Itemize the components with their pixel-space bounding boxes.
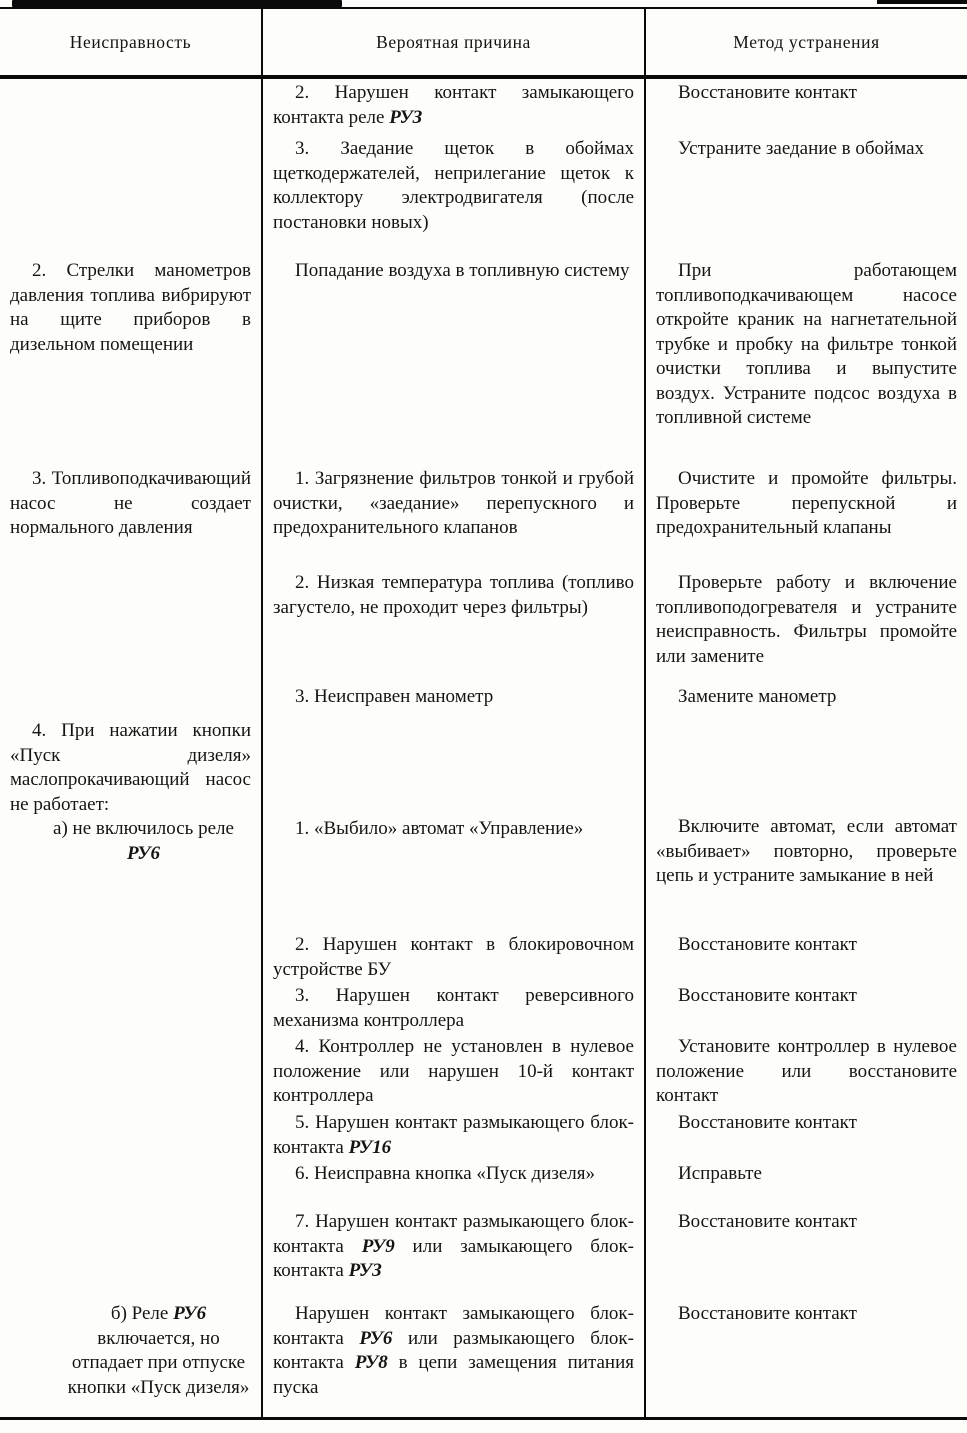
- cause-cell: [263, 1109, 646, 1160]
- table-row: [0, 257, 967, 465]
- scan-artifact-top-left: [12, 0, 342, 7]
- table-row: [0, 1300, 967, 1417]
- fault-cell: [0, 683, 263, 717]
- method-cell: [646, 1300, 967, 1417]
- table-header-row: [0, 9, 967, 79]
- method-text: Очистите и промойте фильтры. Проверьте перепускной и предохранительный клапаны: [656, 468, 957, 538]
- fault-cell: [0, 135, 263, 257]
- method-cell: [646, 1208, 967, 1300]
- fault-cell: [0, 1300, 263, 1417]
- method-cell: [646, 569, 967, 683]
- fault-text: 4. При нажатии кнопки «Пуск дизеля» маслопрокачивающий насос не работает:: [10, 720, 251, 815]
- method-text: Установите контроллер в нулевое положение или восстановите контакт: [656, 1036, 957, 1106]
- cause-text: 1. Загрязнение фильтров тонкой и грубой очистки, «заедание» перепускного и предохранительного клапанов: [273, 468, 634, 538]
- troubleshooting-table: [0, 7, 967, 1420]
- cause-cell: [263, 79, 646, 135]
- table-row: [0, 569, 967, 683]
- cause-text: 2. Нарушен контакт замыкающего контакта реле РУЗ: [273, 82, 634, 128]
- method-cell: [646, 257, 967, 465]
- method-text: Восстановите контакт: [678, 1303, 857, 1324]
- fault-cell: [0, 1160, 263, 1208]
- method-cell: [646, 683, 967, 717]
- fault-cell: [0, 717, 263, 931]
- cause-cell: [263, 257, 646, 465]
- cause-cell: [263, 982, 646, 1033]
- table-row: [0, 982, 967, 1033]
- cause-text: 2. Нарушен контакт в блокировочном устройстве БУ: [273, 934, 634, 980]
- cause-cell: [263, 1160, 646, 1208]
- cause-text: 7. Нарушен контакт размыкающего блок-контакта РУ9 или замыкающего блок-контакта РУЗ: [273, 1211, 635, 1281]
- cause-text: 4. Контроллер не установлен в нулевое положение или нарушен 10-й контакт контроллера: [273, 1036, 634, 1106]
- method-text: Замените манометр: [678, 686, 837, 707]
- cause-text: 6. Неисправна кнопка «Пуск дизеля»: [295, 1163, 596, 1184]
- cause-text: 3. Неисправен манометр: [295, 686, 494, 707]
- cause-cell: [263, 569, 646, 683]
- method-text: Проверьте работу и включение топливоподогревателя и устраните неисправность. Фильтры промойте или замените: [656, 572, 957, 667]
- table-body: [0, 79, 967, 1417]
- method-cell: [646, 931, 967, 982]
- table-row: [0, 79, 967, 135]
- method-cell: [646, 135, 967, 257]
- table-row: [0, 1033, 967, 1109]
- method-text: Восстановите контакт: [678, 1211, 857, 1232]
- table-row: [0, 1208, 967, 1300]
- method-cell: [646, 465, 967, 569]
- table-row: [0, 465, 967, 569]
- cause-cell: [263, 135, 646, 257]
- method-text: Исправьте: [678, 1163, 762, 1184]
- cause-text: 1. «Выбило» автомат «Управление»: [295, 818, 584, 839]
- cause-cell: [263, 1033, 646, 1109]
- cause-cell: [263, 1208, 646, 1300]
- fault-cell: [0, 1109, 263, 1160]
- cause-text: 3. Заедание щеток в обоймах щеткодержателей, неприлегание щеток к коллектору электродвигателя (после постановки новых): [273, 138, 634, 233]
- scan-artifact-top-right: [877, 0, 967, 4]
- fault-subitem-text: а) не включилось реле РУ6: [53, 818, 234, 864]
- cause-text: 5. Нарушен контакт размыкающего блок-контакта РУ16: [273, 1112, 634, 1158]
- fault-text: 3. Топливоподкачивающий насос не создает нормального давления: [10, 468, 251, 538]
- table-row: [0, 1160, 967, 1208]
- cause-cell: [263, 683, 646, 717]
- cause-cell: [263, 465, 646, 569]
- method-text: Восстановите контакт: [678, 985, 857, 1006]
- cause-cell: [263, 1300, 646, 1417]
- table-row: [0, 683, 967, 717]
- method-text: Восстановите контакт: [678, 82, 857, 103]
- fault-text: 2. Стрелки манометров давления топлива вибрируют на щите приборов в дизельном помещении: [10, 260, 251, 355]
- method-cell: [646, 1160, 967, 1208]
- method-text: Восстановите контакт: [678, 934, 857, 955]
- cause-cell: [263, 717, 646, 931]
- fault-cell: [0, 465, 263, 569]
- col-header-probable-cause: Вероятная причина: [263, 9, 646, 75]
- fault-cell: [0, 569, 263, 683]
- table-row: [0, 135, 967, 257]
- method-text: Включите автомат, если автомат «выбивает» повторно, проверьте цепь и устраните замыкание в ней: [656, 816, 957, 886]
- method-cell: [646, 1109, 967, 1160]
- method-cell: [646, 717, 967, 931]
- table-row: [0, 1109, 967, 1160]
- cause-text: 2. Низкая температура топлива (топливо загустело, не проходит через фильтры): [273, 572, 634, 618]
- fault-text: б) Реле РУ6 включается, но отпадает при отпуске кнопки «Пуск дизеля»: [67, 1303, 250, 1398]
- col-header-fault: Неисправность: [0, 9, 263, 75]
- fault-cell: [0, 1208, 263, 1300]
- table-row: [0, 931, 967, 982]
- fault-cell: [0, 79, 263, 135]
- fault-cell: [0, 982, 263, 1033]
- method-cell: [646, 982, 967, 1033]
- fault-cell: [0, 257, 263, 465]
- fault-cell: [0, 1033, 263, 1109]
- table-row: [0, 717, 967, 931]
- cause-text: Нарушен контакт замыкающего блок-контакта РУ6 или размыкающего блок-контакта РУ8 в цепи замещения питания пуска: [273, 1303, 634, 1398]
- method-cell: [646, 1033, 967, 1109]
- method-text: Восстановите контакт: [678, 1112, 857, 1133]
- cause-text: 3. Нарушен контакт реверсивного механизма контроллера: [273, 985, 634, 1031]
- method-text: Устраните заедание в обоймах: [678, 138, 925, 159]
- cause-text: Попадание воздуха в топливную систему: [295, 260, 630, 281]
- fault-cell: [0, 931, 263, 982]
- method-text: При работающем топливоподкачивающем насосе откройте краник на нагнетательной трубке и пробку на фильтре тонкой очистки топлива и выпустите воздух. Устраните подсос воздуха в топливной системе: [656, 260, 957, 428]
- method-cell: [646, 79, 967, 135]
- cause-cell: [263, 931, 646, 982]
- col-header-remedy: Метод устранения: [733, 31, 880, 52]
